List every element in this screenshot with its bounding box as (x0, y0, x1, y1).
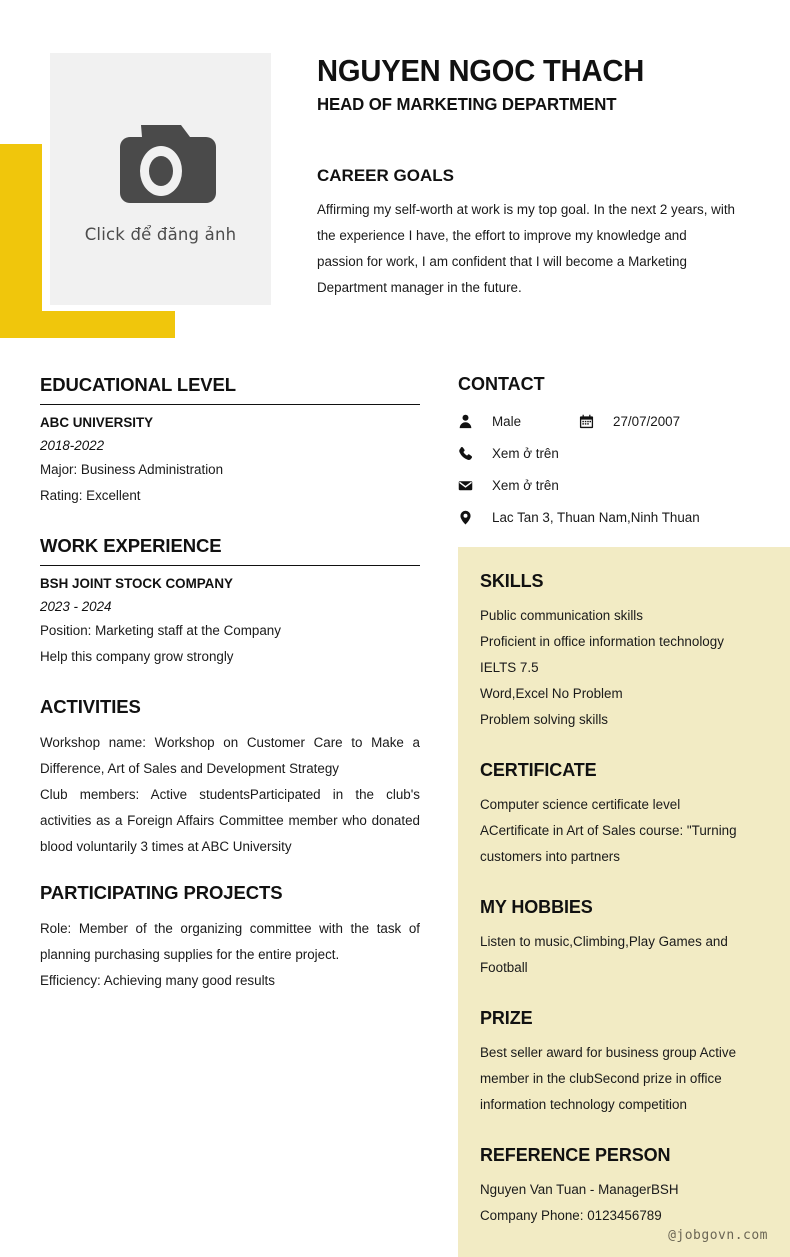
work-heading: WORK EXPERIENCE (40, 535, 222, 556)
certificate-item: Computer science certificate level (480, 797, 681, 812)
envelope-icon (458, 478, 480, 493)
spacer (40, 513, 420, 535)
skills-heading: SKILLS (480, 571, 544, 591)
activities-paragraph-1: Workshop name: Workshop on Customer Care to Make a Difference, Art of Sales and Development Strategy (40, 735, 420, 776)
contact-row-phone (458, 437, 790, 469)
skill-item: Proficient in office information technology (480, 634, 724, 649)
education-org: ABC UNIVERSITY (40, 415, 154, 430)
location-pin-icon (458, 510, 480, 525)
contact-phone: Xem ở trên (492, 445, 559, 461)
spacer (40, 860, 420, 882)
photo-upload-box[interactable] (50, 53, 271, 305)
skill-item: Problem solving skills (480, 712, 608, 727)
left-column (40, 374, 420, 994)
work-rule (40, 565, 420, 566)
prize-heading: PRIZE (480, 1008, 533, 1028)
header-text-group (317, 54, 747, 301)
education-date: 2018-2022 (40, 438, 105, 453)
cv-header (0, 0, 790, 340)
career-goals-heading: CAREER GOALS (317, 166, 454, 186)
reference-name: Nguyen Van Tuan - ManagerBSH (480, 1182, 679, 1197)
reference-heading: REFERENCE PERSON (480, 1145, 671, 1165)
person-icon (458, 414, 480, 429)
work-position: Position: Marketing staff at the Company (40, 623, 281, 638)
education-rating: Rating: Excellent (40, 488, 141, 503)
contact-heading: CONTACT (458, 374, 545, 394)
candidate-name: NGUYEN NGOC THACH (317, 53, 645, 88)
activities-paragraph-2: Club members: Active studentsParticipated in the club's activities as a Foreign Affairs Committee member who donated blood voluntarily 3 times at ABC University (40, 787, 420, 854)
prize-text: Best seller award for business group Active member in the clubSecond prize in office information technology competition (480, 1045, 737, 1112)
career-goals-text: Affirming my self-worth at work is my top goal. In the next 2 years, with the experience I have, the effort to improve my knowledge and passion for work, I am confident that I will become a Marketing Department manager in the future. (317, 202, 735, 296)
skill-item: IELTS 7.5 (480, 660, 539, 675)
contact-row-gender-birthday (458, 405, 790, 437)
projects-paragraph-1: Role: Member of the organizing committee with the task of planning purchasing supplies for the entire project. (40, 921, 420, 962)
reference-phone: Company Phone: 0123456789 (480, 1208, 662, 1223)
certificate-heading: CERTIFICATE (480, 760, 597, 780)
certificate-item: ACertificate in Art of Sales course: "Turning customers into partners (480, 823, 737, 864)
work-description: Help this company grow strongly (40, 649, 234, 664)
education-rule (40, 404, 420, 405)
right-cream-panel (458, 547, 790, 1257)
work-org: BSH JOINT STOCK COMPANY (40, 576, 233, 591)
contact-birthday: 27/07/2007 (613, 413, 681, 429)
hobbies-heading: MY HOBBIES (480, 897, 593, 917)
spacer (40, 904, 420, 916)
contact-row-address (458, 501, 790, 533)
contact-address: Lac Tan 3, Thuan Nam,Ninh Thuan (492, 509, 700, 525)
calendar-icon (579, 414, 601, 429)
education-heading: EDUCATIONAL LEVEL (40, 374, 236, 395)
projects-heading: PARTICIPATING PROJECTS (40, 882, 283, 903)
contact-row-email (458, 469, 790, 501)
contact-email: Xem ở trên (492, 477, 559, 493)
camera-icon (105, 115, 217, 215)
watermark: @jobgovn.com (668, 1228, 768, 1243)
projects-paragraph-2: Efficiency: Achieving many good results (40, 973, 275, 988)
skill-item: Public communication skills (480, 608, 643, 623)
photo-upload-hint: Click để đăng ảnh (84, 224, 237, 244)
spacer (40, 674, 420, 696)
activities-heading: ACTIVITIES (40, 696, 141, 717)
spacer (40, 718, 420, 730)
contact-birthday-cell (579, 414, 680, 429)
hobbies-text: Listen to music,Climbing,Play Games and Football (480, 934, 728, 975)
phone-icon (458, 446, 480, 461)
contact-gender: Male (492, 413, 522, 429)
contact-block (458, 374, 790, 533)
candidate-job-title: HEAD OF MARKETING DEPARTMENT (317, 94, 617, 115)
education-major: Major: Business Administration (40, 462, 224, 477)
skill-item: Word,Excel No Problem (480, 686, 623, 701)
work-date: 2023 - 2024 (40, 599, 112, 614)
